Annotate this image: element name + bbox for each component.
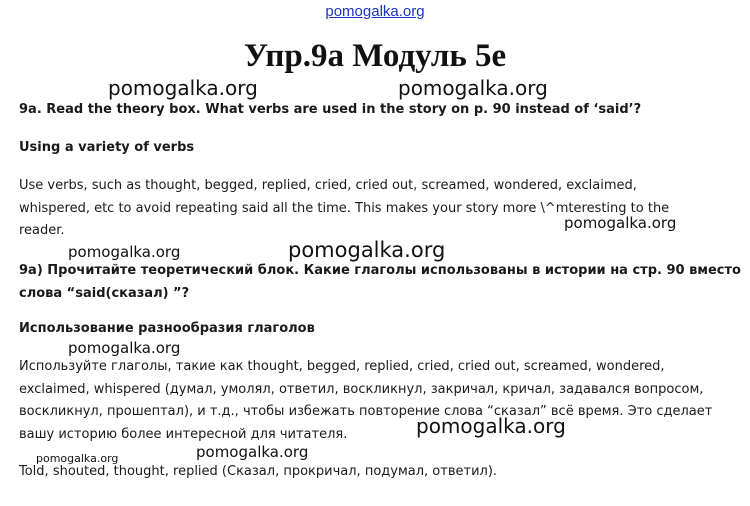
section-heading-en: Using a variety of verbs	[19, 140, 195, 155]
watermark: pomogalka.org	[564, 214, 677, 232]
body-en-line-3: reader.	[19, 223, 65, 238]
body-ru-line-1: Используйте глаголы, такие как thought, begged, replied, cried, cried out, screamed, wondered,	[19, 359, 665, 374]
watermark: pomogalka.org	[398, 76, 548, 100]
watermark: pomogalka.org	[68, 339, 181, 357]
body-en-line-2: whispered, etc to avoid repeating said all the time. This makes your story more \^mteresting to the	[19, 201, 670, 216]
body-ru-line-3: воскликнул, прошептал), и т.д., чтобы избежать повторение слова “сказал” всё время. Это сделает	[19, 404, 713, 419]
watermark: pomogalka.org	[196, 443, 309, 461]
watermark: pomogalka.org	[416, 414, 566, 438]
watermark: pomogalka.org	[108, 76, 258, 100]
watermark-link-top[interactable]: pomogalka.org	[325, 3, 425, 20]
watermark: pomogalka.org	[68, 243, 181, 261]
page-title: Упр.9а Модуль 5е	[243, 38, 507, 74]
question-en: 9a. Read the theory box. What verbs are used in the story on p. 90 instead of ‘said’?	[19, 102, 642, 117]
answer-text: Told, shouted, thought, replied (Сказал, прокричал, подумал, ответил).	[19, 464, 498, 479]
watermark: pomogalka.org	[36, 452, 119, 465]
question-ru-line-2: слова “said(сказал) ”?	[19, 286, 190, 301]
question-ru-line-1: 9а) Прочитайте теоретический блок. Какие глаголы использованы в истории на стр. 90 вместо	[19, 263, 741, 278]
body-ru-line-2: exclaimed, whispered (думал, умолял, ответил, воскликнул, закричал, кричал, задавался вопросом,	[19, 382, 704, 397]
body-ru-line-4: вашу историю более интересной для читателя.	[19, 427, 348, 442]
section-heading-ru: Использование разнообразия глаголов	[19, 321, 315, 336]
body-en-line-1: Use verbs, such as thought, begged, replied, cried, cried out, screamed, wondered, exclaimed,	[19, 178, 637, 193]
watermark: pomogalka.org	[288, 238, 446, 262]
